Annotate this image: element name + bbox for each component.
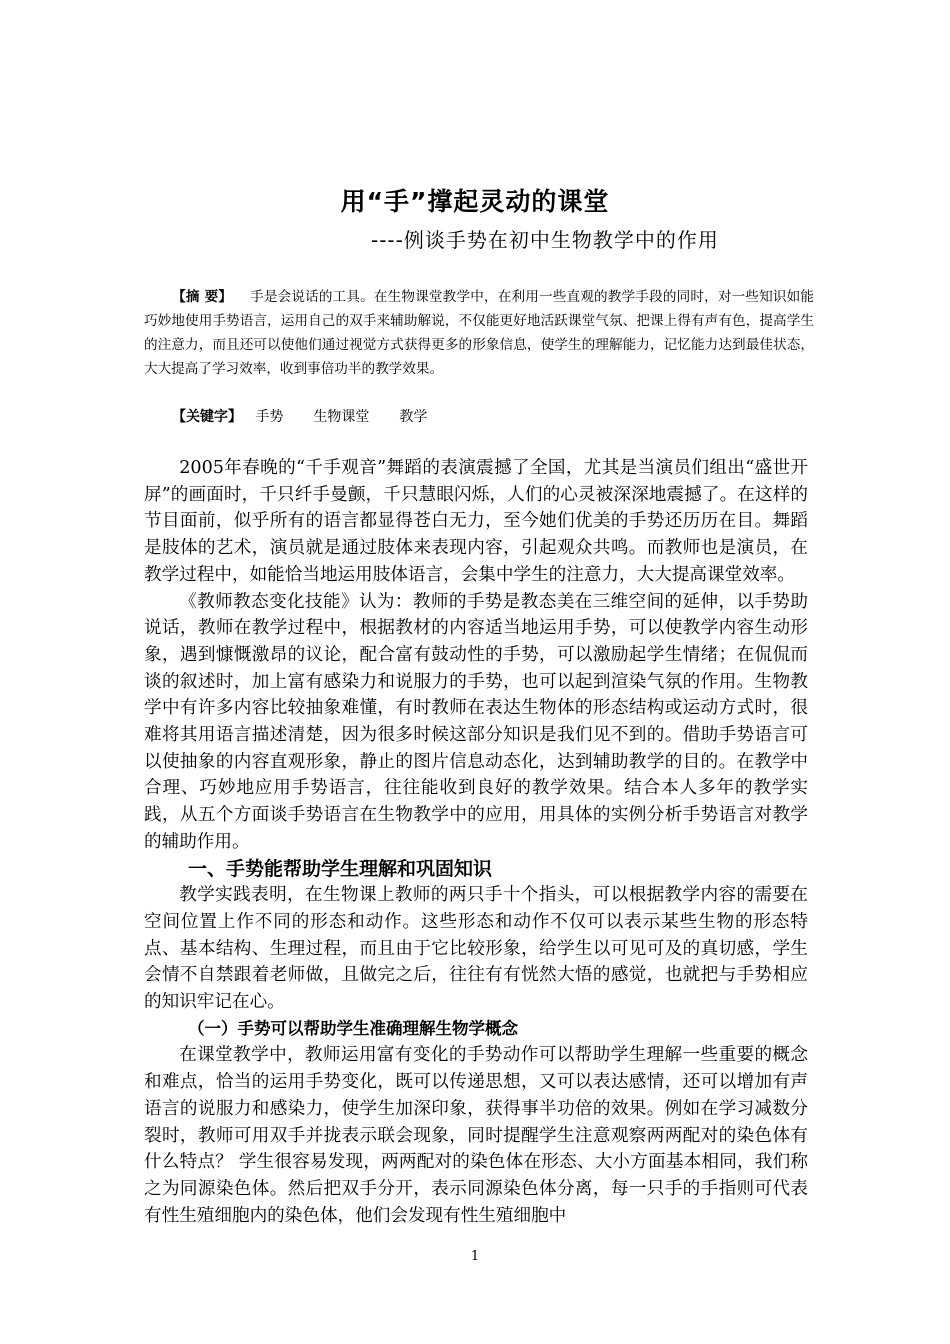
document-title: 用“手”撑起灵动的课堂 <box>340 187 610 216</box>
section-heading: 一、手势能帮助学生理解和巩固知识 <box>188 857 493 880</box>
subsection-paragraph: 在课堂教学中，教师运用富有变化的手势动作可以帮助学生理解一些重要的概念和难点，恰当的运用手势变化，既可以传递思想，又可以表达感情，还可以增加有声语言的说服力和感染力，使学生加深印象，获得事半功倍的效果。例如在学习减数分裂时，教师可用双手并拢表示联会现象，同时提醒学生注意观察两两配对的染色体有什么特点？ 学生很容易发现，两两配对的染色体在形态、大小方面基本相同，我们称之为同源染色体。然后把双手分开，表示同源染色体分离，每一只手的手指则可代表有性生殖细胞内的染色体，他们会发现有性生殖细胞中 <box>144 1045 808 1226</box>
paragraph-theory: 《教师教态变化技能》认为：教师的手势是教态美在三维空间的延伸，以手势助说话，教师在教学过程中，根据教材的内容适当地运用手势，可以使教学内容生动形象，遇到慷慨激昂的议论，配合富有鼓动性的手势，可以激励起学生情绪；在侃侃而谈的叙述时，加上富有感染力和说服力的手势，也可以起到渲染气氛的作用。生物教学中有许多内容比较抽象难懂，有时教师在表达生物体的形态结构或运动方式时，很难将其用语言描述清楚，因为很多时候这部分知识是我们见不到的。借助手势语言可以使抽象的内容直观形象，静止的图片信息动态化，达到辅助教学的目的。在教学中合理、巧妙地应用手势语言，往往能收到良好的教学效果。结合本人多年的教学实践，从五个方面谈手势语言在生物教学中的应用，用具体的实例分析手势语言对教学的辅助作用。 <box>144 591 808 852</box>
document-subtitle: ----例谈手势在初中生物教学中的作用 <box>371 228 719 252</box>
keywords <box>144 406 427 426</box>
keyword-1: 手势 <box>255 409 284 425</box>
subsection-heading: （一）手势可以帮助学生准确理解生物学概念 <box>188 1018 518 1038</box>
page-number: 1 <box>470 1249 480 1264</box>
abstract-label: 【摘 要】 <box>172 289 233 305</box>
abstract <box>144 285 814 381</box>
keyword-3: 教学 <box>399 409 428 425</box>
section-paragraph: 教学实践表明，在生物课上教师的两只手十个指头，可以根据教学内容的需要在空间位置上作不同的形态和动作。这些形态和动作不仅可以表示某些生物的形态特点、基本结构、生理过程，而且由于它比较形象，给学生以可见可及的真切感，学生会情不自禁跟着老师做，且做完之后，往往有有恍然大悟的感觉，也就把与手势相应的知识牢记在心。 <box>144 885 808 1013</box>
abstract-text: 手是会说话的工具。在生物课堂教学中，在利用一些直观的教学手段的同时，对一些知识如能巧妙地使用手势语言，运用自己的双手来辅助解说，不仅能更好地活跃课堂气氛、把课上得有声有色，提高学生的注意力，而且还可以使他们通过视觉方式获得更多的形象信息，使学生的理解能力，记忆能力达到最佳状态，大大提高了学习效率，收到事倍功半的教学效果。 <box>144 289 815 377</box>
document-body <box>144 455 808 1229</box>
keyword-2: 生物课堂 <box>313 409 370 425</box>
keywords-label: 【关键字】 <box>172 409 242 425</box>
paragraph-intro: 2005年春晚的“千手观音”舞蹈的表演震撼了全国，尤其是当演员们组出“盛世开屏”的画面时，千只纤手曼颤，千只慧眼闪烁，人们的心灵被深深地震撼了。在这样的节目面前，似乎所有的语言都显得苍白无力，至今她们优美的手势还历历在目。舞蹈是肢体的艺术，演员就是通过肢体来表现内容，引起观众共鸣。而教师也是演员，在教学过程中，如能恰当地运用肢体语言，会集中学生的注意力，大大提高课堂效率。 <box>144 458 808 585</box>
